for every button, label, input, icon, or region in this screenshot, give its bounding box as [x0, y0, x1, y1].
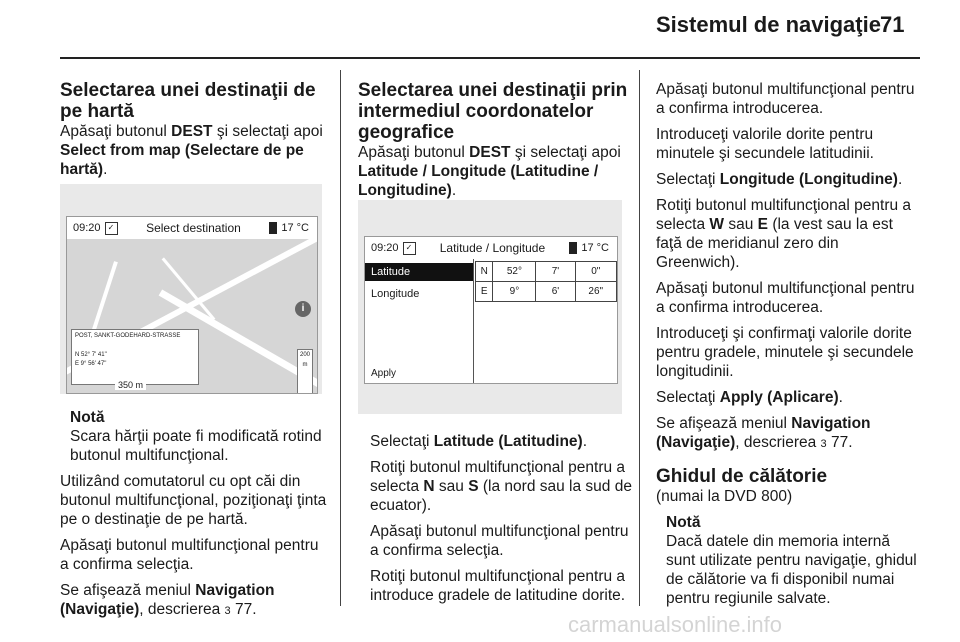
note-label: Notă — [666, 514, 701, 531]
clock: 09:20 — [371, 242, 399, 254]
paragraph: Introduceţi valorile dorite pentru minutele şi secundele latitudinii. — [656, 126, 874, 162]
zoom-scale: 200 m — [297, 349, 313, 394]
check-icon: ✓ — [403, 242, 416, 255]
seconds-cell[interactable]: 0" — [575, 262, 617, 282]
paragraph: Apăsaţi butonul DEST şi selectaţi apoi Select from map (Selectare de pe hartă). — [60, 123, 323, 178]
paragraph: Rotiţi butonul multifuncţional pentru a selecta W sau E (la vest sau la est faţă de meridianul zero din Greenwich). — [656, 197, 912, 271]
coordinate-grid — [475, 261, 617, 302]
column-1-bottom — [60, 408, 328, 628]
page-header-title: Sistemul de navigaţie — [656, 12, 881, 37]
map-scale: 350 m — [115, 380, 146, 390]
paragraph: Apăsaţi butonul multifuncţional pentru a confirma introducerea. — [656, 280, 915, 316]
paragraph: Apăsaţi butonul multifuncţional pentru a confirma introducerea. — [656, 81, 915, 117]
watermark: carmanualsonline.info — [568, 612, 783, 637]
note-text: Dacă datele din memoria internă sunt utilizate pentru navigaţie, ghidul de călătorie va fi disponibil numai pentru regiunile salvate. — [666, 533, 917, 607]
paragraph: Se afişează meniul Navigation (Navigaţie), descrierea 3 77. — [656, 415, 871, 451]
status-bar — [365, 237, 617, 259]
page-number: 71 — [880, 12, 905, 37]
phone-icon — [269, 222, 277, 234]
header-rule — [60, 57, 920, 59]
paragraph: Selectaţi Longitude (Longitudine). — [656, 171, 903, 188]
paragraph: Apăsaţi butonul DEST şi selectaţi apoi Latitude / Longitude (Latitudine / Longitudine). — [358, 144, 621, 199]
column-1 — [60, 80, 328, 186]
status-bar — [67, 217, 317, 239]
temperature: 17 °C — [581, 242, 609, 254]
paragraph: Introduceţi şi confirmaţi valorile dorite pentru gradele, minutele şi secundele longitudinii. — [656, 325, 914, 380]
paragraph: Apăsaţi butonul multifuncţional pentru a confirma selecţia. — [370, 523, 629, 559]
section-heading: Selectarea unei destinaţii prin intermediul coordonatelor geografice — [358, 80, 628, 143]
latitude-value: N 52° 7' 41" — [75, 352, 107, 358]
note-text: Scara hărţii poate fi modificată rotind butonul multifuncţional. — [70, 428, 322, 464]
coordinate-menu — [365, 259, 474, 383]
note-label: Notă — [70, 409, 105, 426]
table-row — [476, 262, 617, 282]
address: POST, SANKT-GODEHARD-STRASSE — [75, 333, 181, 339]
latitude-longitude-screen — [364, 236, 618, 384]
seconds-cell[interactable]: 26" — [575, 282, 617, 302]
temperature: 17 °C — [281, 222, 309, 234]
degrees-cell[interactable]: 9° — [493, 282, 536, 302]
select-destination-screen — [66, 216, 318, 394]
paragraph: Selectaţi Apply (Aplicare). — [656, 389, 843, 406]
paragraph: Selectaţi Latitude (Latitudine). — [370, 433, 588, 450]
phone-icon — [569, 242, 577, 254]
screen-title: Select destination — [146, 221, 241, 235]
check-icon: ✓ — [105, 222, 118, 235]
column-divider — [639, 70, 640, 606]
minutes-cell[interactable]: 7' — [536, 262, 575, 282]
section-heading: Selectarea unei destinaţii de pe hartă — [60, 80, 316, 122]
clock: 09:20 — [73, 222, 101, 234]
degrees-cell[interactable]: 52° — [493, 262, 536, 282]
menu-item-longitude[interactable]: Longitude — [371, 288, 420, 300]
paragraph: Utilizând comutatorul cu opt căi din butonul multifuncţional, poziţionaţi ţinta pe o destinaţie de pe hartă. — [60, 473, 327, 528]
screen-title: Latitude / Longitude — [439, 241, 546, 255]
apply-button[interactable]: Apply — [371, 368, 397, 379]
menu-item-latitude[interactable]: Latitude — [365, 263, 473, 281]
column-2-bottom — [370, 432, 632, 612]
column-divider — [340, 70, 341, 606]
paragraph: Rotiţi butonul multifuncţional pentru a selecta N sau S (la nord sau la sud de ecuator). — [370, 459, 632, 514]
direction-cell[interactable]: N — [476, 262, 493, 282]
subtitle: (numai la DVD 800) — [656, 488, 793, 505]
table-row — [476, 282, 617, 302]
map-screenshot — [60, 184, 322, 394]
destination-info-box — [71, 329, 199, 385]
note — [60, 408, 328, 465]
paragraph: Rotiţi butonul multifuncţional pentru a introduce gradele de latitudine dorite. — [370, 568, 626, 604]
direction-cell[interactable]: E — [476, 282, 493, 302]
arrow-icon: 3 — [224, 605, 231, 617]
coordinates-screenshot — [358, 200, 622, 414]
minutes-cell[interactable]: 6' — [536, 282, 575, 302]
paragraph: Se afişează meniul Navigation (Navigaţie), descrierea 3 77. — [60, 582, 275, 618]
section-heading: Ghidul de călătorie — [656, 466, 828, 487]
arrow-icon: 3 — [820, 438, 827, 450]
longitude-value: E 9° 56' 47" — [75, 361, 107, 367]
note — [656, 513, 922, 608]
info-icon[interactable]: i — [295, 301, 311, 317]
paragraph: Apăsaţi butonul multifuncţional pentru a confirma selecţia. — [60, 537, 319, 573]
column-2 — [358, 80, 628, 207]
column-3 — [656, 80, 922, 615]
